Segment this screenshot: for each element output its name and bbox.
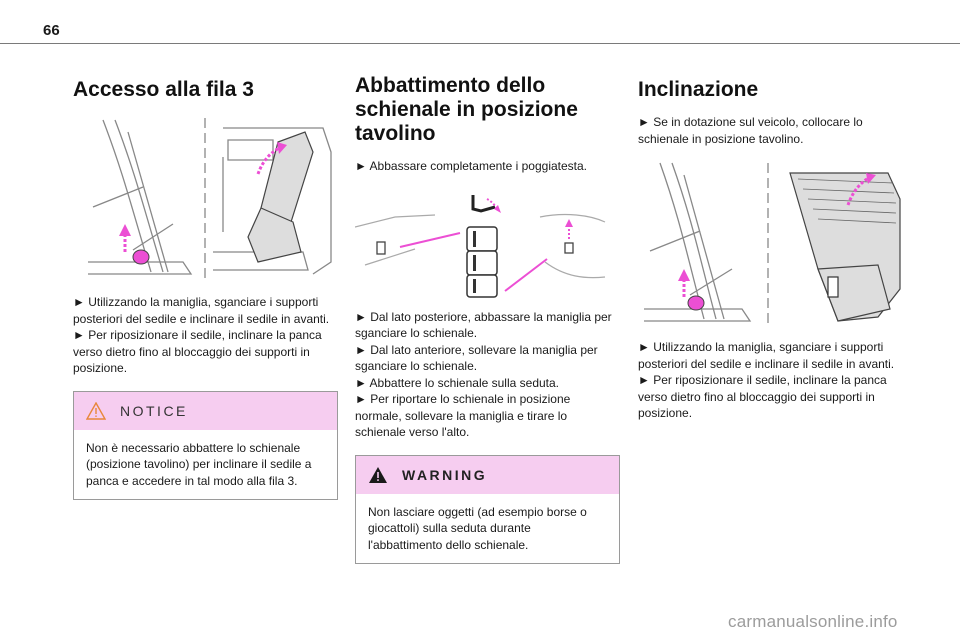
figure-backrest-fold	[355, 187, 620, 299]
warning-box	[355, 455, 620, 565]
instruction-text: ► Dal lato posteriore, abbassare la maniglia per sganciare lo schienale. ► Dal lato anteriore, sollevare la maniglia per sganciare lo schienale. ► Abbattere lo schienale sulla seduta. ► Per riportare lo schienale in posizione normale, sollevare la maniglia e tirare lo schienale verso l'alto.	[355, 309, 612, 439]
instruction-text: ► Utilizzando la maniglia, sganciare i supporti posteriori del sedile e inclinare il sedile in avanti. ► Per riposizionare il sedile, inclinare la panca verso dietro fino al bloccaggio dei supporti in posizione.	[73, 295, 330, 375]
section-tilt	[638, 70, 903, 422]
warning-triangle-icon	[368, 466, 388, 484]
notice-text: Non è necessario abbattere lo schienale (posizione tavolino) per inclinare il sedile a panca e accedere in tal modo alla fila 3.	[86, 440, 312, 488]
section-title-row3-access: Accesso alla fila 3	[73, 78, 254, 101]
instruction-intro: ► Abbassare completamente i poggiatesta.	[355, 159, 588, 173]
warning-triangle-icon	[86, 402, 106, 420]
section-backrest-table	[355, 70, 620, 564]
notice-box	[73, 391, 338, 501]
notice-header	[74, 392, 337, 430]
section-title-backrest-table: Abbattimento dello schienale in posizione tavolino	[355, 74, 578, 145]
instruction-intro: ► Se in dotazione sul veicolo, collocare lo schienale in posizione tavolino.	[638, 115, 863, 146]
header-rule	[0, 43, 960, 44]
section-row3-access	[73, 70, 338, 500]
figure-seat-tilt-table	[638, 159, 903, 329]
watermark: carmanualsonline.info	[728, 612, 898, 631]
warning-text: Non lasciare oggetti (ad esempio borse o giocattoli) sulla seduta durante l'abbattimento dello schienale.	[368, 504, 587, 552]
warning-header	[356, 456, 619, 494]
section-title-tilt: Inclinazione	[638, 78, 759, 101]
notice-label: NOTICE	[120, 402, 188, 419]
warning-label: WARNING	[402, 466, 488, 483]
page-number: 66	[43, 22, 60, 39]
figure-seat-tilt-forward	[73, 112, 338, 284]
instruction-text: ► Utilizzando la maniglia, sganciare i supporti posteriori del sedile e inclinare il sedile in avanti. ► Per riposizionare il sedile, inclinare la panca verso dietro fino al bloccaggio dei supporti in posizione.	[638, 340, 895, 420]
